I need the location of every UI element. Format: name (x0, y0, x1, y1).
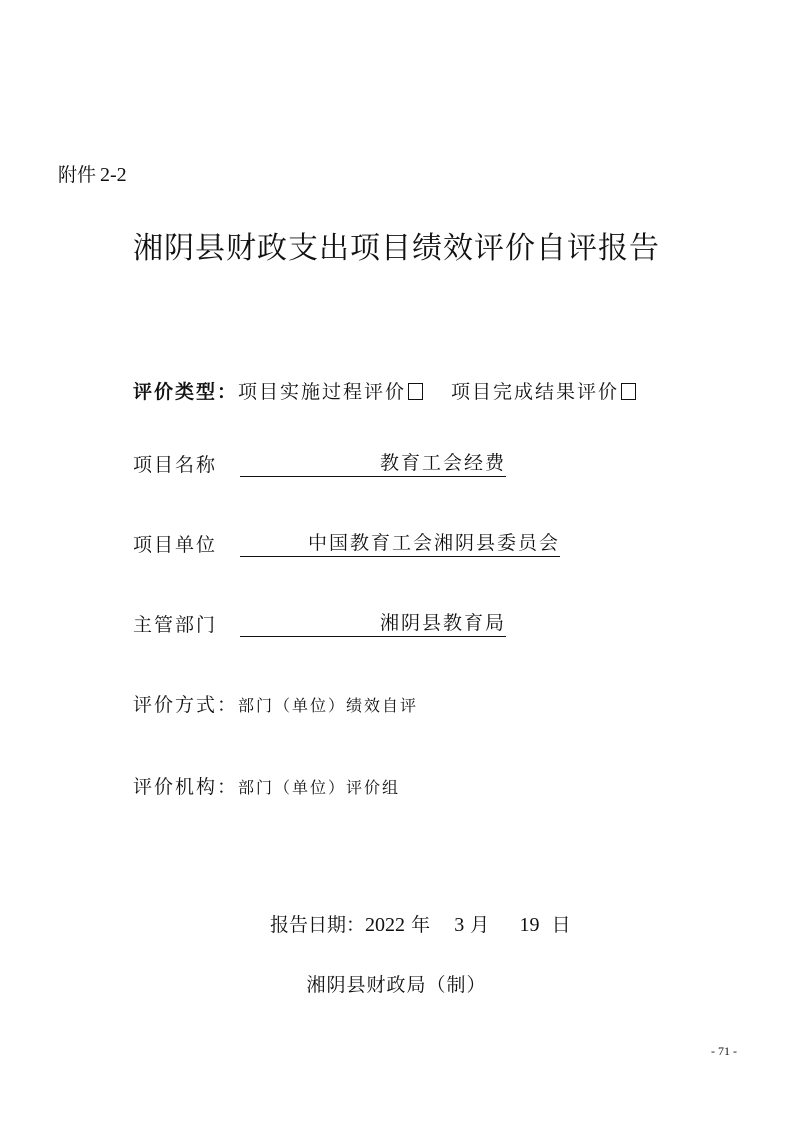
report-month-unit: 月 (470, 914, 490, 936)
report-day-unit: 日 (551, 914, 571, 936)
issuer: 湘阴县财政局（制） (306, 974, 487, 996)
evaluation-method-row (133, 690, 418, 717)
project-name-value: 教育工会经费 (379, 452, 506, 474)
attachment-number: 2-2 (100, 164, 127, 186)
method-label: 评价方式： (133, 694, 239, 716)
page-number: - 71 - (711, 1044, 737, 1058)
report-year-unit: 年 (411, 914, 431, 936)
report-day: 19 (519, 914, 540, 936)
project-unit-label: 项目单位 (133, 534, 218, 556)
evaluation-agency-row (133, 772, 400, 799)
project-unit-value: 中国教育工会湘阴县委员会 (307, 532, 560, 554)
report-month: 3 (454, 914, 465, 936)
agency-value: 部门（单位）评价组 (238, 778, 401, 797)
evaluation-option-process: 项目实施过程评价 (238, 381, 407, 403)
supervisor-label: 主管部门 (133, 614, 218, 636)
checkbox-result[interactable] (621, 383, 636, 400)
evaluation-option-result: 项目完成结果评价 (451, 381, 620, 403)
report-date (270, 910, 571, 937)
project-unit-field (240, 528, 560, 557)
evaluation-type-label: 评价类型： (133, 381, 239, 403)
document-title: 湘阴县财政支出项目绩效评价自评报告 (133, 231, 660, 266)
supervisor-value: 湘阴县教育局 (379, 612, 506, 634)
checkbox-process[interactable] (408, 383, 423, 400)
method-value: 部门（单位）绩效自评 (238, 696, 419, 715)
evaluation-type-row (133, 377, 636, 404)
report-date-label: 报告日期： (270, 914, 366, 936)
agency-label: 评价机构： (133, 776, 239, 798)
attachment-label (58, 160, 127, 187)
project-name-field (240, 448, 506, 477)
report-year: 2022 (365, 914, 406, 936)
attachment-text: 附件 (58, 164, 97, 186)
project-name-label: 项目名称 (133, 454, 218, 476)
supervisor-field (240, 608, 506, 637)
